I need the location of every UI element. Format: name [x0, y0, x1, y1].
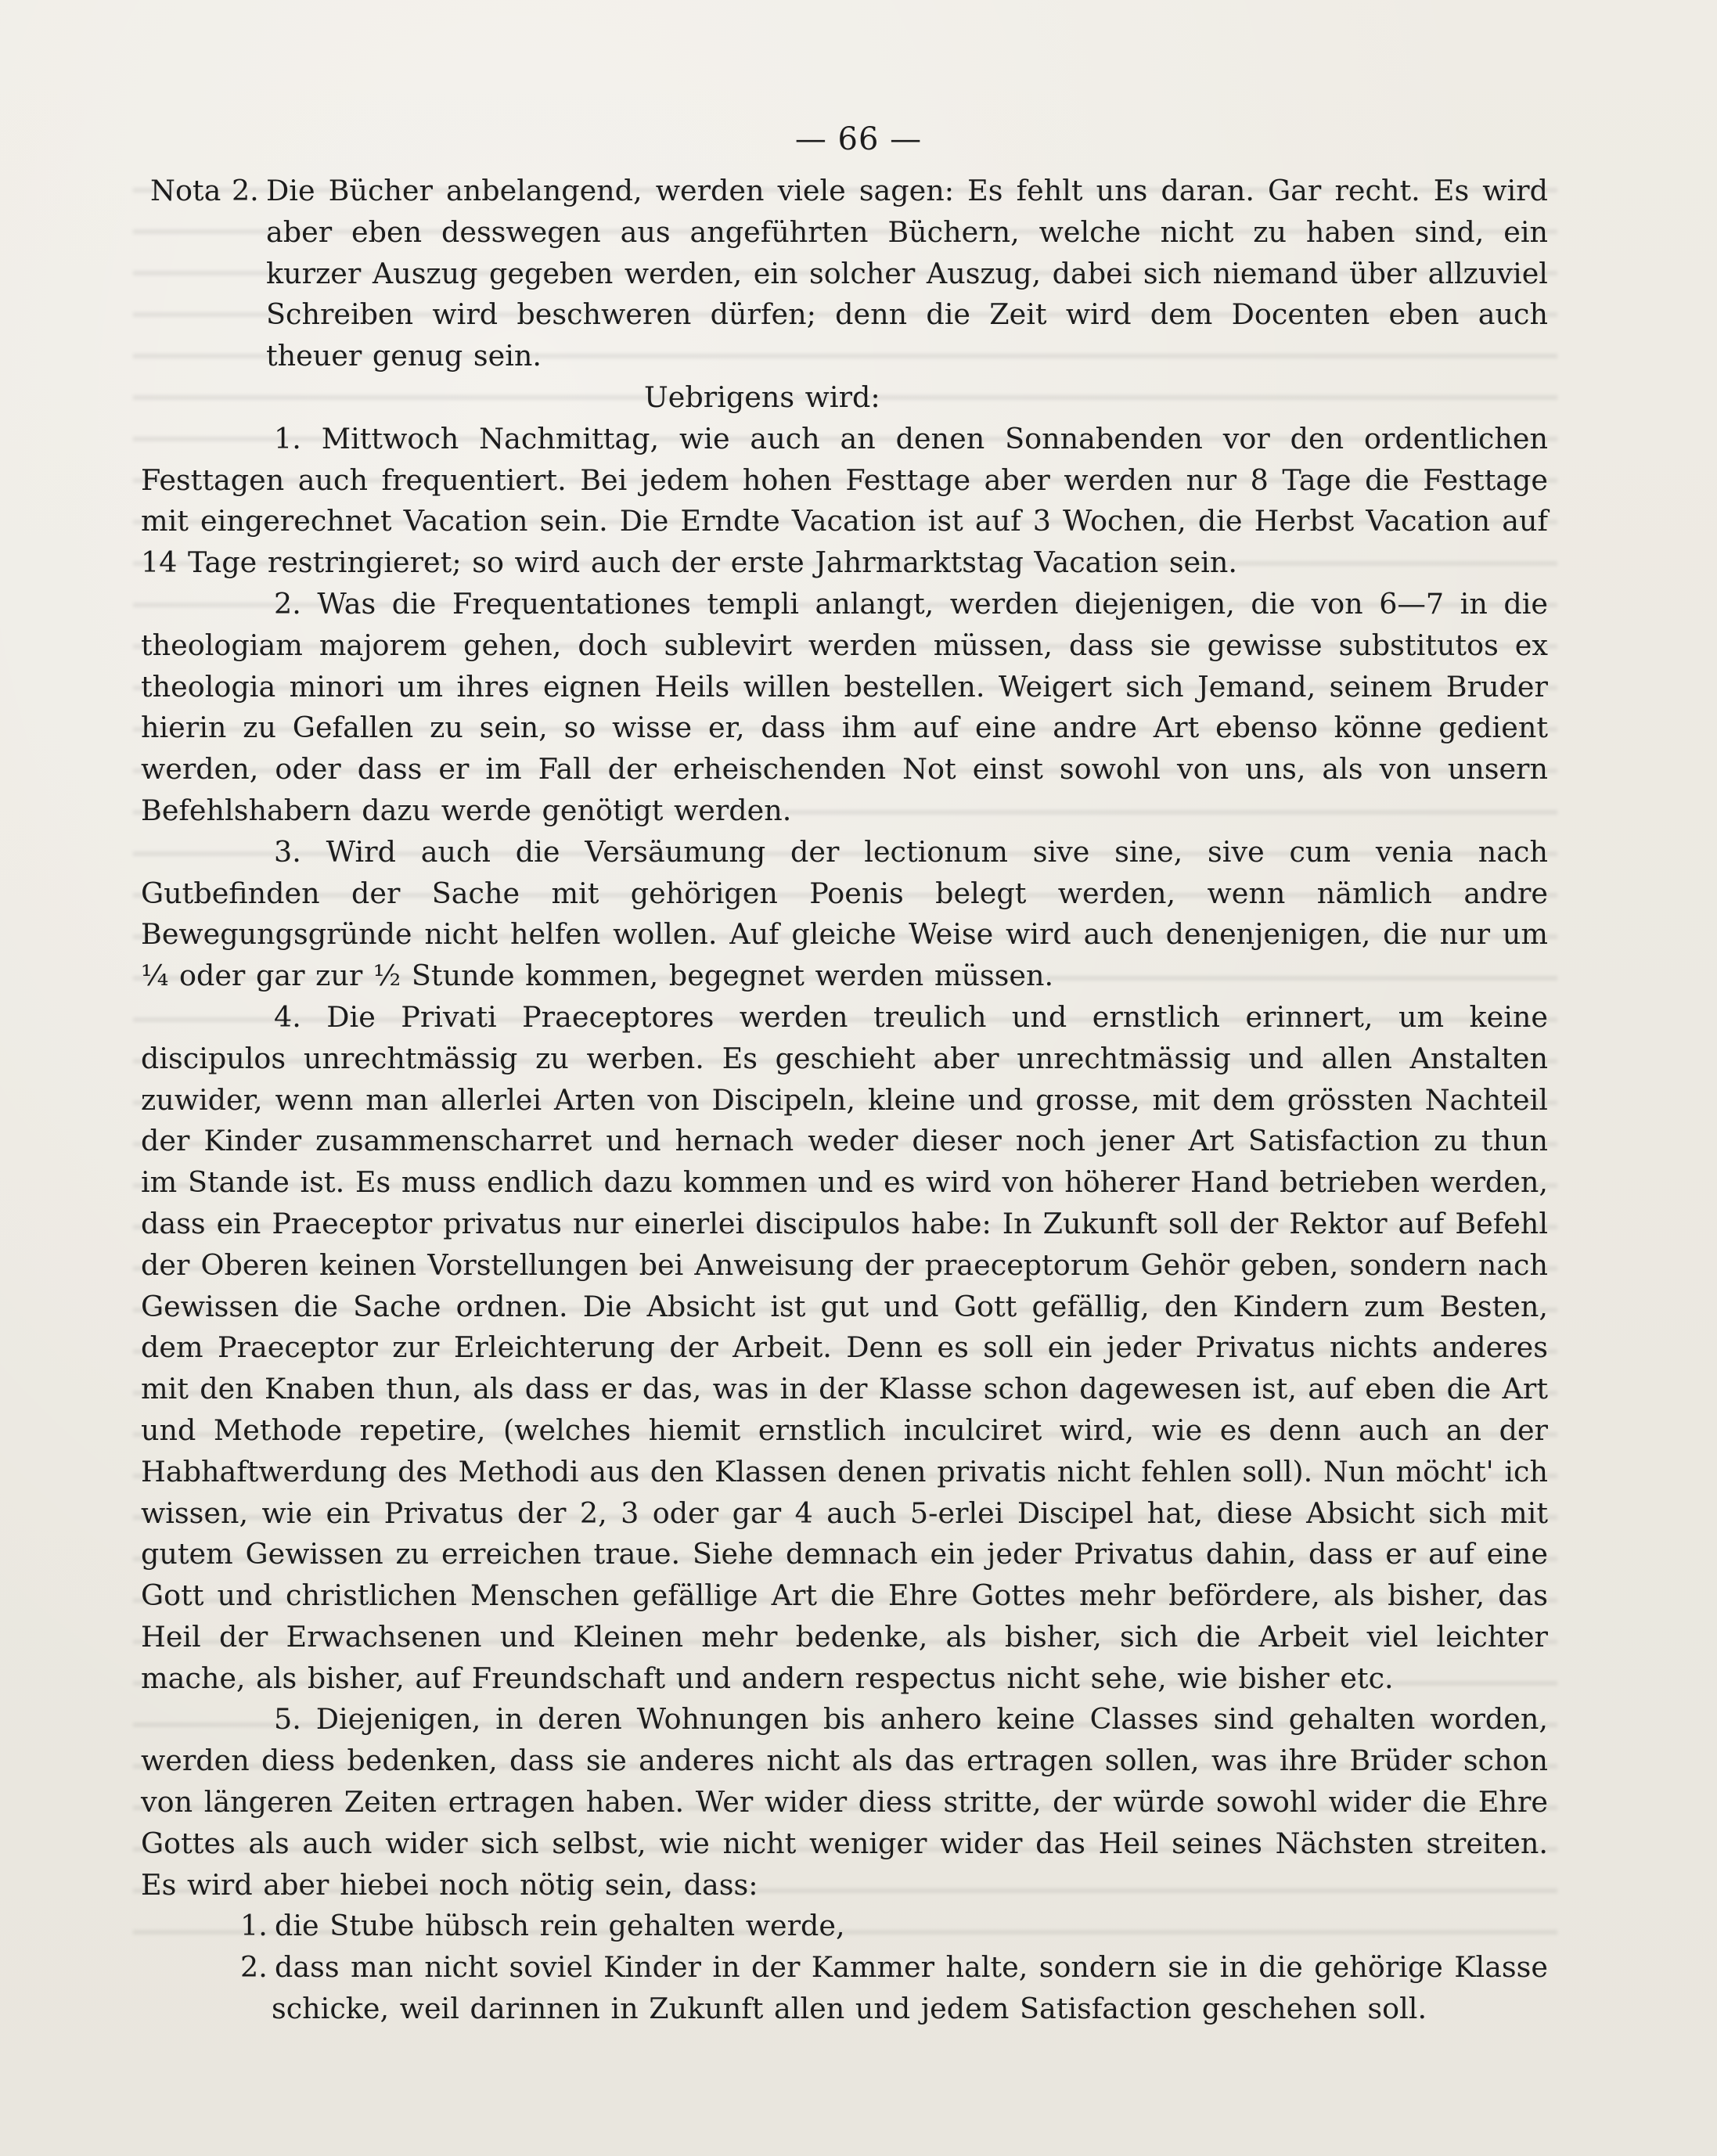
item-number: 4.: [274, 999, 301, 1034]
item-text: Was die Frequentationes templi anlangt, werden diejenigen, die von 6—7 in die theologiam majorem gehen, doch sublevirt werden müssen, dass sie gewisse substitutos ex theologia minori um ihres eignen Heils willen bestellen. Weigert sich Jemand, seinem Bruder hierin zu Gefallen zu sein, so wisse er, dass ihm auf eine andre Art ebenso könne gedient werden, oder dass er im Fall der erheischenden Not einst sowohl von uns, als von unsern Befehlshabern dazu werde genötigt werden.: [141, 586, 1549, 827]
intro-line: Uebrigens wird:: [644, 380, 880, 414]
list-item-4: [141, 997, 1548, 1700]
list-item-3: [141, 832, 1548, 997]
sub-item-number: 1.: [240, 1909, 268, 1943]
list-item-5: [141, 1699, 1548, 1906]
sub-list: [141, 1906, 1548, 2029]
sub-item-2: [240, 1947, 1548, 2030]
item-text: Die Privati Praeceptores werden treulich und ernstlich erinnert, um keine discipulos unrechtmässig zu werben. Es geschieht aber unrechtmässig und allen Anstalten zuwider, wenn man allerlei Arten von Discipeln, kleine und grosse, mit dem grössten Nachteil der Kinder zusammenscharret und hernach weder dieser noch jener Art Satisfaction zu thun im Stande ist. Es muss endlich dazu kommen und es wird von höherer Hand betrieben werden, dass ein Praeceptor privatus nur einerlei discipulos habe: In Zukunft soll der Rektor auf Befehl der Oberen keinen Vorstellungen bei Anweisung der praeceptorum Gehör geben, sondern nach Gewissen die Sache ordnen. Die Absicht ist gut und Gott gefällig, den Kindern zum Besten, dem Praeceptor zur Erleichterung der Arbeit. Denn es soll ein jeder Privatus nichts anderes mit den Knaben thun, als dass er das, was in der Klasse schon dagewesen ist, auf eben die Art und Methode repetire, (welches hiemit ernstlich inculciret wird, wie es denn auch an der Habhaftwerdung des Methodi aus den Klassen denen privatis nicht fehlen soll). Nun möcht' ich wissen, wie ein Privatus der 2, 3 oder gar 4 auch 5-erlei Discipel hat, diese Absicht sich mit gutem Gewissen zu erreichen traue. Siehe demnach ein jeder Privatus dahin, dass er auf eine Gott und christlichen Menschen gefällige Art die Ehre Gottes mehr befördere, als bisher, das Heil der Erwachsenen und Kleinen mehr bedenke, als bisher, sich die Arbeit viel leichter mache, als bisher, auf Freundschaft und andern respectus nicht sehe, wie bisher etc.: [141, 999, 1548, 1695]
item-number: 5.: [274, 1702, 301, 1737]
nota-2: [141, 171, 1548, 377]
item-text: Mittwoch Nachmittag, wie auch an denen Sonnabenden vor den ordentlichen Festtagen auch frequentiert. Bei jedem hohen Festtage aber werden nur 8 Tage die Festtage mit eingerechnet Vacation sein. Die Erndte Vacation ist auf 3 Wochen, die Herbst Vacation auf 14 Tage restringieret; so wird auch der erste Jahrmarktstag Vacation sein.: [141, 421, 1548, 580]
list-item-1: [141, 419, 1548, 584]
nota-text: Die Bücher anbelangend, werden viele sagen: Es fehlt uns daran. Gar recht. Es wird aber eben desswegen aus angeführten Büchern, welche nicht zu haben sind, ein kurzer Auszug gegeben werden, ein solcher Auszug, dabei sich niemand über allzuviel Schreiben wird beschweren dürfen; denn die Zeit wird dem Docenten eben auch theuer genug sein.: [266, 174, 1548, 373]
page-body: [141, 171, 1548, 2030]
sub-item-text: die Stube hübsch rein gehalten werde,: [275, 1909, 845, 1943]
list-item-2: [141, 584, 1548, 832]
nota-label: Nota 2.: [150, 174, 259, 207]
sub-item-1: [240, 1906, 1548, 1947]
item-number: 2.: [274, 586, 301, 621]
item-text: Diejenigen, in deren Wohnungen bis anhero keine Classes sind gehalten worden, werden diess bedenken, dass sie anderes nicht als das ertragen sollen, was ihre Brüder schon von längeren Zeiten ertragen haben. Wer wider diess stritte, der würde sowohl wider die Ehre Gottes als auch wider sich selbst, wie nicht weniger wider das Heil seines Nächsten streiten. Es wird aber hiebei noch nötig sein, dass:: [141, 1702, 1548, 1902]
page-number: — 66 —: [794, 121, 923, 157]
sub-item-text: dass man nicht soviel Kinder in der Kammer halte, sondern sie in die gehörige Klasse schicke, weil darinnen in Zukunft allen und jedem Satisfaction geschehen soll.: [272, 1950, 1548, 2026]
item-number: 1.: [274, 421, 301, 455]
item-number: 3.: [274, 834, 301, 869]
item-text: Wird auch die Versäumung der lectionum sive sine, sive cum venia nach Gutbefinden der Sache mit gehörigen Poenis belegt werden, wenn nämlich andre Bewegungsgründe nicht helfen wollen. Auf gleiche Weise wird auch denenjenigen, die nur um ¼ oder gar zur ½ Stunde kommen, begegnet werden müssen.: [141, 834, 1548, 993]
sub-item-number: 2.: [240, 1950, 268, 1985]
